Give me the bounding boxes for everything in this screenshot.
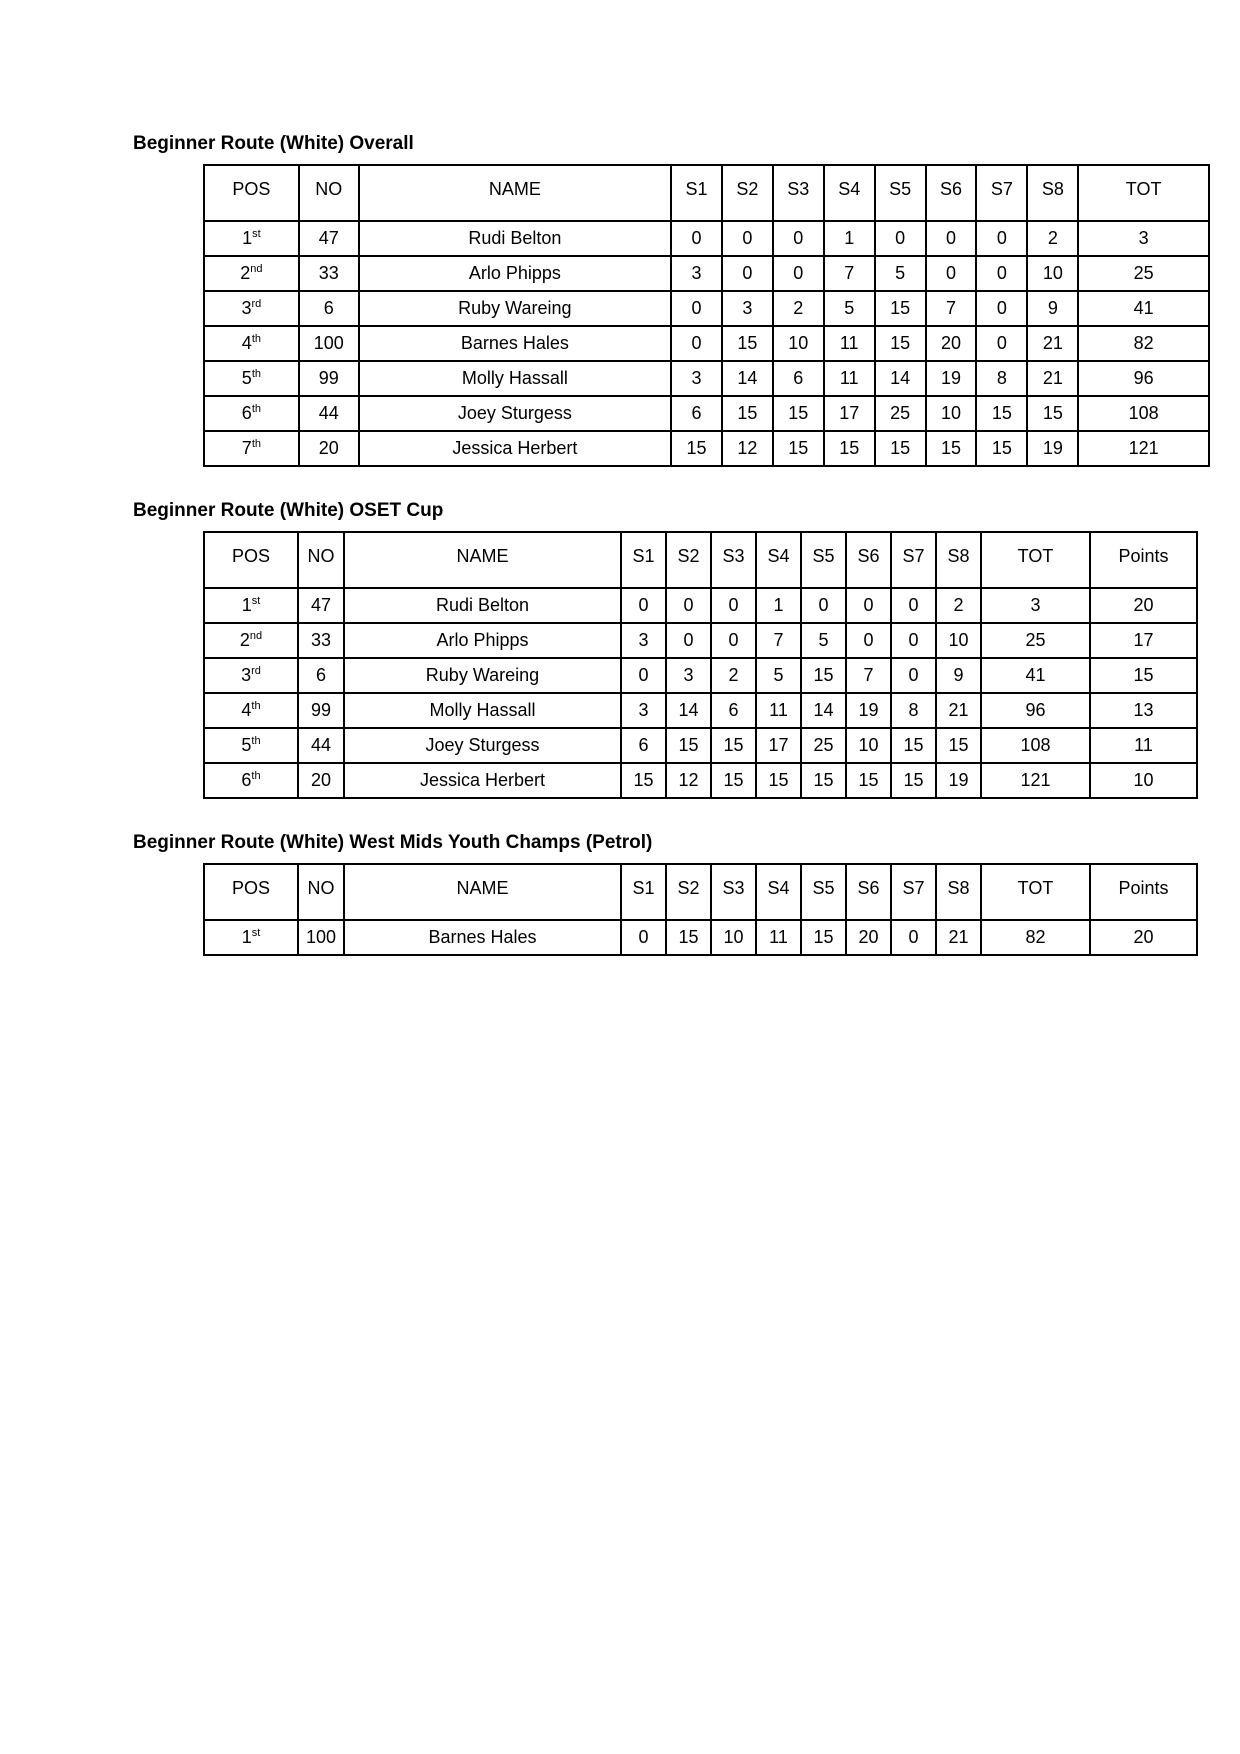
- score-cell-s7: 15: [891, 763, 936, 798]
- score-cell-s5: 14: [801, 693, 846, 728]
- score-cell-s6: 10: [846, 728, 891, 763]
- score-cell-s4: 7: [756, 623, 801, 658]
- score-cell-s2: 15: [666, 728, 711, 763]
- score-cell-s1: 6: [671, 396, 722, 431]
- score-cell-s1: 3: [671, 361, 722, 396]
- rider-number-cell: 44: [299, 396, 359, 431]
- score-cell-s1: 0: [621, 658, 666, 693]
- score-cell-s1: 0: [621, 588, 666, 623]
- pos-ordinal-suffix: nd: [249, 630, 263, 642]
- points-cell: 11: [1090, 728, 1197, 763]
- score-cell-s1: 6: [621, 728, 666, 763]
- score-cell-s2: 3: [666, 658, 711, 693]
- score-cell-s8: 10: [936, 623, 981, 658]
- total-cell: 41: [981, 658, 1090, 693]
- score-cell-s6: 15: [926, 431, 977, 466]
- col-header-s3: S3: [773, 165, 824, 221]
- col-header-s6: S6: [926, 165, 977, 221]
- table-row: [204, 763, 1197, 798]
- pos-cell: [204, 431, 299, 466]
- score-cell-s3: 6: [773, 361, 824, 396]
- score-cell-s3: 0: [711, 588, 756, 623]
- rider-number-cell: 100: [298, 920, 344, 955]
- table-row: [204, 256, 1209, 291]
- score-cell-s2: 15: [666, 920, 711, 955]
- score-cell-s2: 14: [666, 693, 711, 728]
- pos-rank: 1: [241, 595, 252, 615]
- score-cell-s1: 3: [621, 623, 666, 658]
- score-cell-s8: 19: [1027, 431, 1078, 466]
- col-header-s3: S3: [711, 532, 756, 588]
- rider-name-cell: Jessica Herbert: [359, 431, 671, 466]
- header-row: [204, 532, 1197, 588]
- score-cell-s3: 0: [773, 221, 824, 256]
- rider-number-cell: 100: [299, 326, 359, 361]
- pos-ordinal-suffix: th: [251, 438, 261, 450]
- total-cell: 82: [1078, 326, 1209, 361]
- col-header-no: NO: [299, 165, 359, 221]
- rider-name-cell: Molly Hassall: [359, 361, 671, 396]
- header-row: [204, 864, 1197, 920]
- table-row: [204, 221, 1209, 256]
- pos-ordinal-suffix: st: [252, 228, 261, 240]
- score-cell-s5: 25: [875, 396, 926, 431]
- score-cell-s8: 21: [936, 693, 981, 728]
- table-row: [204, 658, 1197, 693]
- pos-cell: [204, 623, 298, 658]
- score-cell-s5: 5: [875, 256, 926, 291]
- rider-number-cell: 33: [299, 256, 359, 291]
- rider-number-cell: 44: [298, 728, 344, 763]
- score-cell-s5: 15: [801, 763, 846, 798]
- rider-number-cell: 47: [299, 221, 359, 256]
- pos-rank: 7: [241, 438, 252, 458]
- score-cell-s6: 7: [846, 658, 891, 693]
- score-cell-s8: 21: [1027, 326, 1078, 361]
- score-cell-s5: 15: [801, 658, 846, 693]
- col-header-s5: S5: [801, 532, 846, 588]
- pos-ordinal-suffix: nd: [250, 263, 263, 275]
- pos-ordinal-suffix: th: [251, 700, 261, 712]
- score-cell-s6: 0: [926, 256, 977, 291]
- score-cell-s4: 15: [824, 431, 875, 466]
- col-header-s8: S8: [936, 532, 981, 588]
- col-header-s8: S8: [1027, 165, 1078, 221]
- rider-name-cell: Arlo Phipps: [344, 623, 621, 658]
- rider-name-cell: Ruby Wareing: [359, 291, 671, 326]
- table-row: [204, 326, 1209, 361]
- score-cell-s6: 7: [926, 291, 977, 326]
- rider-name-cell: Ruby Wareing: [344, 658, 621, 693]
- pos-cell: [204, 256, 299, 291]
- table-row: [204, 431, 1209, 466]
- score-cell-s4: 1: [824, 221, 875, 256]
- col-header-s4: S4: [756, 532, 801, 588]
- score-cell-s4: 15: [756, 763, 801, 798]
- score-cell-s8: 2: [936, 588, 981, 623]
- pos-cell: [204, 920, 298, 955]
- score-cell-s4: 11: [824, 361, 875, 396]
- col-header-pos: POS: [204, 532, 298, 588]
- pos-ordinal-suffix: st: [251, 927, 261, 939]
- score-cell-s6: 20: [846, 920, 891, 955]
- score-cell-s5: 5: [801, 623, 846, 658]
- score-cell-s5: 15: [875, 326, 926, 361]
- rider-number-cell: 20: [298, 763, 344, 798]
- score-cell-s4: 7: [824, 256, 875, 291]
- score-cell-s2: 15: [722, 396, 773, 431]
- total-cell: 41: [1078, 291, 1209, 326]
- score-cell-s5: 15: [801, 920, 846, 955]
- score-cell-s2: 15: [722, 326, 773, 361]
- col-header-pos: POS: [204, 864, 298, 920]
- points-cell: 13: [1090, 693, 1197, 728]
- pos-rank: 4: [241, 700, 252, 720]
- pos-rank: 2: [240, 263, 251, 283]
- rider-name-cell: Arlo Phipps: [359, 256, 671, 291]
- total-cell: 3: [981, 588, 1090, 623]
- score-cell-s7: 15: [976, 396, 1027, 431]
- score-cell-s1: 0: [621, 920, 666, 955]
- total-cell: 108: [1078, 396, 1209, 431]
- rider-name-cell: Rudi Belton: [359, 221, 671, 256]
- rider-name-cell: Barnes Hales: [344, 920, 621, 955]
- col-header-s1: S1: [621, 532, 666, 588]
- total-cell: 25: [981, 623, 1090, 658]
- col-header-s6: S6: [846, 864, 891, 920]
- table-row: [204, 920, 1197, 955]
- table-row: [204, 361, 1209, 396]
- score-cell-s1: 0: [671, 326, 722, 361]
- rider-name-cell: Joey Sturgess: [344, 728, 621, 763]
- col-header-s4: S4: [756, 864, 801, 920]
- pos-cell: [204, 326, 299, 361]
- score-cell-s3: 10: [773, 326, 824, 361]
- col-header-points: Points: [1090, 532, 1197, 588]
- pos-rank: 6: [241, 403, 252, 423]
- rider-name-cell: Jessica Herbert: [344, 763, 621, 798]
- table-row: [204, 396, 1209, 431]
- pos-cell: [204, 588, 298, 623]
- score-cell-s7: 0: [976, 256, 1027, 291]
- pos-cell: [204, 763, 298, 798]
- results-table-west-mids: [203, 863, 1198, 956]
- score-cell-s3: 2: [711, 658, 756, 693]
- col-header-s7: S7: [976, 165, 1027, 221]
- score-cell-s6: 19: [846, 693, 891, 728]
- total-cell: 108: [981, 728, 1090, 763]
- points-cell: 20: [1090, 588, 1197, 623]
- total-cell: 3: [1078, 221, 1209, 256]
- section-title: Beginner Route (White) OSET Cup: [133, 500, 444, 521]
- score-cell-s3: 0: [711, 623, 756, 658]
- score-cell-s4: 11: [756, 693, 801, 728]
- pos-rank: 5: [241, 735, 252, 755]
- score-cell-s2: 12: [666, 763, 711, 798]
- score-cell-s4: 5: [824, 291, 875, 326]
- section-oset-cup: [133, 500, 1210, 799]
- score-cell-s7: 8: [976, 361, 1027, 396]
- score-cell-s6: 0: [846, 588, 891, 623]
- rider-number-cell: 33: [298, 623, 344, 658]
- col-header-s7: S7: [891, 864, 936, 920]
- score-cell-s8: 2: [1027, 221, 1078, 256]
- col-header-pos: POS: [204, 165, 299, 221]
- score-cell-s2: 14: [722, 361, 773, 396]
- score-cell-s1: 0: [671, 221, 722, 256]
- table-row: [204, 693, 1197, 728]
- header-row: [204, 165, 1209, 221]
- score-cell-s6: 10: [926, 396, 977, 431]
- score-cell-s8: 21: [1027, 361, 1078, 396]
- score-cell-s3: 2: [773, 291, 824, 326]
- pos-rank: 1: [242, 228, 253, 248]
- score-cell-s4: 11: [756, 920, 801, 955]
- score-cell-s4: 11: [824, 326, 875, 361]
- rider-number-cell: 47: [298, 588, 344, 623]
- score-cell-s1: 3: [621, 693, 666, 728]
- score-cell-s1: 0: [671, 291, 722, 326]
- pos-cell: [204, 658, 298, 693]
- pos-cell: [204, 291, 299, 326]
- total-cell: 96: [1078, 361, 1209, 396]
- score-cell-s5: 0: [875, 221, 926, 256]
- pos-cell: [204, 693, 298, 728]
- section-title: Beginner Route (White) West Mids Youth Champs (Petrol): [133, 832, 653, 853]
- score-cell-s5: 25: [801, 728, 846, 763]
- pos-rank: 4: [241, 333, 252, 353]
- pos-cell: [204, 396, 299, 431]
- results-table-overall: [203, 164, 1210, 467]
- score-cell-s8: 19: [936, 763, 981, 798]
- points-cell: 10: [1090, 763, 1197, 798]
- rider-name-cell: Molly Hassall: [344, 693, 621, 728]
- pos-cell: [204, 361, 299, 396]
- score-cell-s3: 15: [711, 763, 756, 798]
- pos-ordinal-suffix: th: [251, 770, 261, 782]
- col-header-no: NO: [298, 864, 344, 920]
- section-overall: [133, 133, 1210, 467]
- pos-ordinal-suffix: rd: [251, 298, 262, 310]
- score-cell-s1: 15: [671, 431, 722, 466]
- score-cell-s7: 15: [976, 431, 1027, 466]
- points-cell: 17: [1090, 623, 1197, 658]
- score-cell-s6: 19: [926, 361, 977, 396]
- score-cell-s4: 17: [756, 728, 801, 763]
- score-cell-s3: 6: [711, 693, 756, 728]
- pos-cell: [204, 221, 299, 256]
- col-header-tot: TOT: [981, 864, 1090, 920]
- rider-name-cell: Joey Sturgess: [359, 396, 671, 431]
- pos-ordinal-suffix: rd: [251, 665, 261, 677]
- col-header-points: Points: [1090, 864, 1197, 920]
- pos-rank: 3: [241, 665, 252, 685]
- rider-number-cell: 20: [299, 431, 359, 466]
- total-cell: 121: [1078, 431, 1209, 466]
- score-cell-s7: 15: [891, 728, 936, 763]
- score-cell-s7: 0: [891, 623, 936, 658]
- col-header-name: NAME: [359, 165, 671, 221]
- pos-cell: [204, 728, 298, 763]
- score-cell-s2: 0: [666, 588, 711, 623]
- score-cell-s3: 15: [773, 396, 824, 431]
- rider-number-cell: 99: [298, 693, 344, 728]
- score-cell-s8: 10: [1027, 256, 1078, 291]
- total-cell: 82: [981, 920, 1090, 955]
- col-header-name: NAME: [344, 864, 621, 920]
- rider-number-cell: 99: [299, 361, 359, 396]
- pos-rank: 1: [241, 927, 252, 947]
- score-cell-s2: 0: [666, 623, 711, 658]
- score-cell-s6: 15: [846, 763, 891, 798]
- col-header-s5: S5: [801, 864, 846, 920]
- score-cell-s7: 0: [976, 291, 1027, 326]
- col-header-s1: S1: [671, 165, 722, 221]
- col-header-s2: S2: [666, 532, 711, 588]
- pos-ordinal-suffix: th: [251, 735, 261, 747]
- score-cell-s5: 14: [875, 361, 926, 396]
- table-row: [204, 291, 1209, 326]
- score-cell-s6: 0: [926, 221, 977, 256]
- pos-ordinal-suffix: th: [251, 403, 261, 415]
- pos-rank: 3: [241, 298, 252, 318]
- table-row: [204, 728, 1197, 763]
- col-header-s2: S2: [722, 165, 773, 221]
- score-cell-s8: 15: [1027, 396, 1078, 431]
- total-cell: 96: [981, 693, 1090, 728]
- section-west-mids: [133, 832, 1210, 956]
- pos-rank: 6: [241, 770, 252, 790]
- score-cell-s5: 0: [801, 588, 846, 623]
- score-cell-s5: 15: [875, 431, 926, 466]
- score-cell-s5: 15: [875, 291, 926, 326]
- pos-ordinal-suffix: th: [251, 333, 261, 345]
- pos-ordinal-suffix: th: [251, 368, 261, 380]
- score-cell-s3: 0: [773, 256, 824, 291]
- col-header-s2: S2: [666, 864, 711, 920]
- col-header-s1: S1: [621, 864, 666, 920]
- score-cell-s3: 15: [773, 431, 824, 466]
- col-header-s4: S4: [824, 165, 875, 221]
- score-cell-s7: 8: [891, 693, 936, 728]
- score-cell-s8: 9: [1027, 291, 1078, 326]
- pos-rank: 2: [239, 630, 250, 650]
- col-header-tot: TOT: [1078, 165, 1209, 221]
- score-cell-s6: 0: [846, 623, 891, 658]
- score-cell-s7: 0: [891, 920, 936, 955]
- rider-name-cell: Rudi Belton: [344, 588, 621, 623]
- col-header-no: NO: [298, 532, 344, 588]
- score-cell-s2: 12: [722, 431, 773, 466]
- score-cell-s7: 0: [891, 588, 936, 623]
- rider-number-cell: 6: [299, 291, 359, 326]
- score-cell-s3: 15: [711, 728, 756, 763]
- table-row: [204, 588, 1197, 623]
- col-header-s6: S6: [846, 532, 891, 588]
- score-cell-s7: 0: [891, 658, 936, 693]
- score-cell-s8: 21: [936, 920, 981, 955]
- points-cell: 15: [1090, 658, 1197, 693]
- col-header-s3: S3: [711, 864, 756, 920]
- score-cell-s2: 0: [722, 221, 773, 256]
- score-cell-s8: 9: [936, 658, 981, 693]
- score-cell-s1: 15: [621, 763, 666, 798]
- score-cell-s7: 0: [976, 221, 1027, 256]
- col-header-name: NAME: [344, 532, 621, 588]
- score-cell-s7: 0: [976, 326, 1027, 361]
- total-cell: 25: [1078, 256, 1209, 291]
- score-cell-s2: 0: [722, 256, 773, 291]
- table-row: [204, 623, 1197, 658]
- rider-number-cell: 6: [298, 658, 344, 693]
- col-header-s5: S5: [875, 165, 926, 221]
- score-cell-s6: 20: [926, 326, 977, 361]
- points-cell: 20: [1090, 920, 1197, 955]
- section-title: Beginner Route (White) Overall: [133, 133, 414, 154]
- pos-ordinal-suffix: st: [251, 595, 261, 607]
- total-cell: 121: [981, 763, 1090, 798]
- score-cell-s1: 3: [671, 256, 722, 291]
- score-cell-s4: 1: [756, 588, 801, 623]
- score-cell-s8: 15: [936, 728, 981, 763]
- col-header-s8: S8: [936, 864, 981, 920]
- pos-rank: 5: [241, 368, 252, 388]
- results-table-oset-cup: [203, 531, 1198, 799]
- col-header-tot: TOT: [981, 532, 1090, 588]
- score-cell-s3: 10: [711, 920, 756, 955]
- rider-name-cell: Barnes Hales: [359, 326, 671, 361]
- col-header-s7: S7: [891, 532, 936, 588]
- score-cell-s4: 17: [824, 396, 875, 431]
- score-cell-s4: 5: [756, 658, 801, 693]
- score-cell-s2: 3: [722, 291, 773, 326]
